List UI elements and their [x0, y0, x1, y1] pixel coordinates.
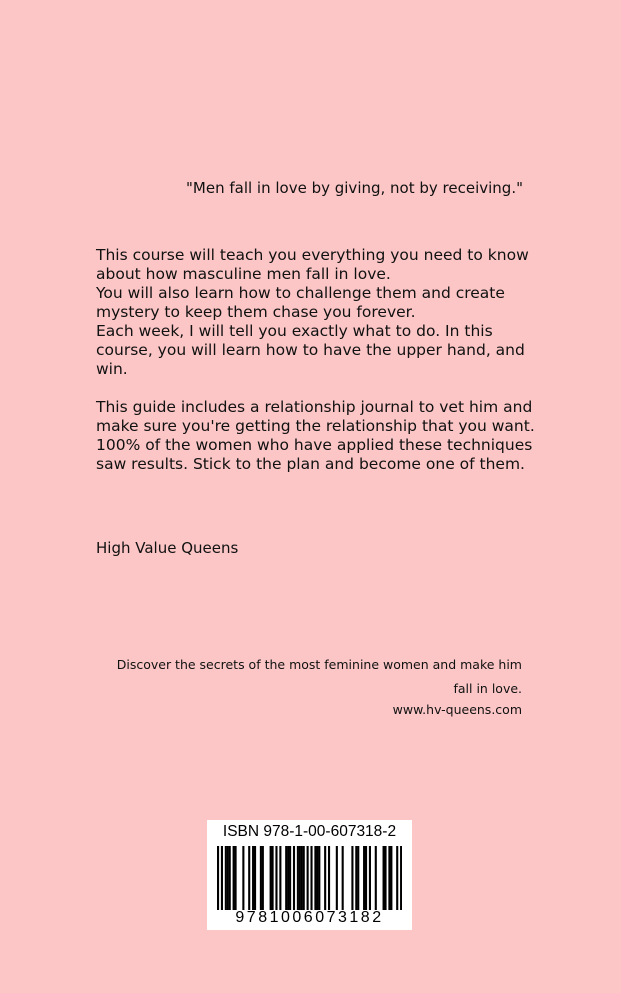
barcode-bar: [314, 846, 316, 910]
guide-description: [96, 398, 536, 474]
barcode-bar: [318, 846, 320, 910]
barcode-bar: [270, 846, 272, 910]
barcode-bar: [328, 846, 330, 910]
description-line: saw results. Stick to the plan and become one of them.: [96, 455, 525, 473]
barcode-bar: [365, 846, 367, 910]
barcode-bar: [342, 846, 344, 910]
barcode-bar: [279, 846, 281, 910]
barcode-bar: [357, 846, 359, 910]
barcode-bar: [275, 846, 277, 910]
barcode-bar: [307, 846, 309, 910]
barcode-bar: [217, 846, 219, 910]
barcode-bar: [351, 846, 353, 910]
barcode-bar: [303, 846, 305, 910]
description-line: course, you will learn how to have the upper hand, and: [96, 341, 525, 359]
barcode-bar: [324, 846, 326, 910]
barcode-bar: [384, 846, 386, 910]
barcode-bar: [388, 846, 390, 910]
tagline-line: Discover the secrets of the most feminine women and make him: [116, 657, 522, 672]
barcode-bar: [262, 846, 264, 910]
barcode-bar: [233, 846, 235, 910]
barcode-bar: [225, 846, 227, 910]
barcode-bar: [396, 846, 398, 910]
barcode-bar: [289, 846, 291, 910]
barcode-bar: [242, 846, 244, 910]
isbn-label: ISBN 978-1-00-607318-2: [222, 823, 397, 840]
barcode-bar: [400, 846, 402, 910]
barcode-bar: [299, 846, 301, 910]
barcode-bar: [235, 846, 237, 910]
description-line: You will also learn how to challenge them and create: [96, 284, 505, 302]
barcode-bar: [229, 846, 231, 910]
barcode-bar: [316, 846, 318, 910]
barcode-digits: 9781006073182: [235, 909, 384, 926]
barcode-bar: [293, 846, 295, 910]
barcode-bar: [310, 846, 312, 910]
barcode-bar: [285, 846, 287, 910]
description-line: This guide includes a relationship journal to vet him and: [96, 398, 533, 416]
description-line: 100% of the women who have applied these techniques: [96, 436, 533, 454]
description-line: about how masculine men fall in love.: [96, 265, 391, 283]
barcode-bar: [390, 846, 392, 910]
barcode-bar: [287, 846, 289, 910]
description-line: win.: [96, 360, 128, 378]
course-description: [96, 246, 536, 379]
description-line: Each week, I will tell you exactly what to do. In this: [96, 322, 493, 340]
website-url: www.hv-queens.com: [392, 702, 522, 717]
barcode-bar: [383, 846, 385, 910]
barcode-bar: [369, 846, 371, 910]
barcode-bar: [221, 846, 223, 910]
description-line: make sure you're getting the relationship that you want.: [96, 417, 535, 435]
barcode-bar: [252, 846, 254, 910]
barcode-bar: [363, 846, 365, 910]
barcode-bar: [375, 846, 377, 910]
barcode-bar: [260, 846, 262, 910]
cover-quote: "Men fall in love by giving, not by receiving.": [186, 179, 523, 197]
author-name: High Value Queens: [96, 539, 239, 557]
isbn-barcode: [207, 820, 412, 930]
barcode-bar: [297, 846, 299, 910]
barcode-bar: [336, 846, 338, 910]
barcode-bar: [248, 846, 250, 910]
barcode-bar: [272, 846, 274, 910]
barcode-bar: [301, 846, 303, 910]
barcode-bar: [227, 846, 229, 910]
barcode-bar: [355, 846, 357, 910]
barcode-bars: [217, 846, 402, 910]
description-line: mystery to keep them chase you forever.: [96, 303, 416, 321]
description-line: This course will teach you everything you need to know: [96, 246, 529, 264]
tagline-line: fall in love.: [453, 681, 522, 696]
barcode-bar: [254, 846, 256, 910]
